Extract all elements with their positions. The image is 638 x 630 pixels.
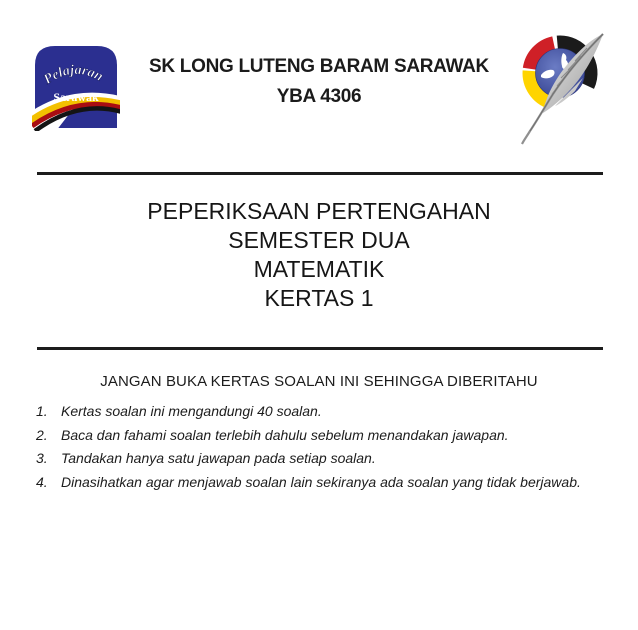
instruction-item (36, 403, 608, 419)
do-not-open-warning: JANGAN BUKA KERTAS SOALAN INI SEHINGGA DIBERITAHU (100, 373, 538, 390)
emblem-quill-icon (513, 26, 619, 153)
education-emblem-logo (513, 26, 619, 153)
school-code: YBA 4306 (276, 86, 362, 107)
exam-title-line: PEPERIKSAAN PERTENGAHAN (147, 198, 491, 224)
exam-title-line: MATEMATIK (253, 256, 385, 282)
divider-bottom (37, 347, 603, 350)
instruction-text: Dinasihatkan agar menjawab soalan lain sekiranya ada soalan yang tidak berjawab. (61, 473, 581, 490)
school-name: SK LONG LUTENG BARAM SARAWAK (149, 56, 489, 77)
instruction-text: Tandakan hanya satu jawapan pada setiap soalan. (61, 450, 376, 466)
instruction-item (36, 474, 608, 490)
instruction-number: 4. (36, 473, 48, 490)
instruction-number: 3. (36, 450, 48, 466)
instruction-number: 2. (36, 426, 48, 443)
badge-sub-text: Sarawak (53, 90, 99, 104)
instruction-item (36, 450, 608, 466)
exam-title-line: SEMESTER DUA (228, 227, 410, 253)
instruction-number: 1. (36, 403, 48, 419)
exam-title-block (0, 197, 638, 313)
instruction-text: Kertas soalan ini mengandungi 40 soalan. (61, 403, 322, 419)
badge-arc-text: Pelajaran (41, 62, 106, 88)
divider-top (37, 172, 603, 175)
instruction-item (36, 427, 608, 443)
instruction-list (36, 403, 608, 497)
instruction-text: Baca dan fahami soalan terlebih dahulu sebelum menandakan jawapan. (61, 426, 509, 443)
exam-title-line: KERTAS 1 (264, 285, 374, 311)
